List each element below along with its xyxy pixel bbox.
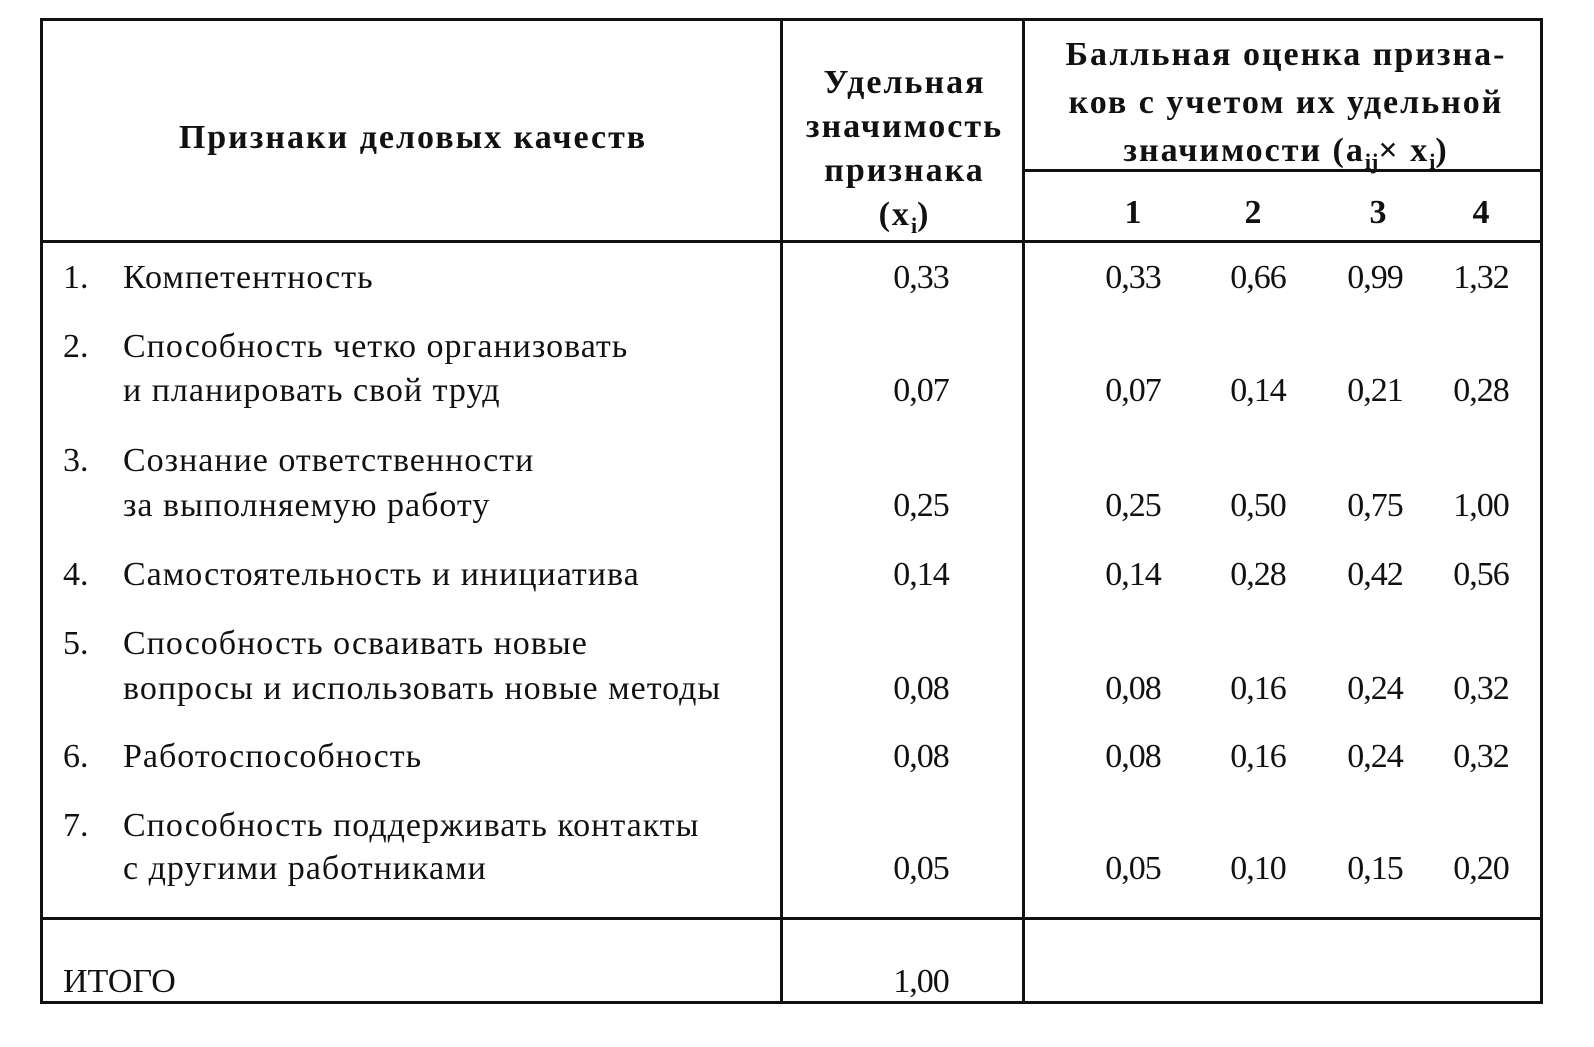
row-score: 0,25 <box>1105 487 1161 524</box>
header-score-line2: ков с учетом их удельной <box>1068 84 1504 121</box>
row-score: 0,20 <box>1453 850 1509 887</box>
row-label-continuation: за выполняемую работу <box>123 487 491 524</box>
level-3-header: 3 <box>1369 194 1387 231</box>
row-number: 4. <box>63 556 89 593</box>
header-score <box>1026 31 1546 186</box>
header-weight <box>783 61 1026 248</box>
header-score-line1: Балльная оценка призна- <box>1065 36 1507 73</box>
row-score: 0,14 <box>1105 556 1161 593</box>
row-score: 0,16 <box>1230 738 1286 775</box>
row-score: 0,66 <box>1230 259 1286 296</box>
business-qualities-table <box>40 18 1543 1004</box>
row-score: 0,15 <box>1347 850 1403 887</box>
row-label: Сознание ответственности <box>123 442 535 479</box>
row-score: 0,10 <box>1230 850 1286 887</box>
total-label: ИТОГО <box>63 963 176 1000</box>
row-number: 2. <box>63 328 89 365</box>
row-score: 0,28 <box>1230 556 1286 593</box>
level-4-header: 4 <box>1472 194 1490 231</box>
row-label: Компетентность <box>123 259 374 296</box>
row-score: 0,50 <box>1230 487 1286 524</box>
row-score: 0,08 <box>1105 738 1161 775</box>
row-score: 1,00 <box>1453 487 1509 524</box>
header-weight-line3: признака <box>824 152 985 189</box>
row-score: 0,21 <box>1347 372 1403 409</box>
total-divider <box>43 917 1540 920</box>
row-weight: 0,08 <box>893 670 949 707</box>
row-weight: 0,14 <box>893 556 949 593</box>
row-weight: 0,25 <box>893 487 949 524</box>
row-score: 0,99 <box>1347 259 1403 296</box>
row-label-continuation: и планировать свой труд <box>123 372 501 409</box>
row-number: 3. <box>63 442 89 479</box>
level-2-header: 2 <box>1244 194 1262 231</box>
header-weight-line1: Удельная <box>823 64 986 101</box>
row-score: 0,75 <box>1347 487 1403 524</box>
row-score: 0,08 <box>1105 670 1161 707</box>
row-label: Способность четко организовать <box>123 328 629 365</box>
row-number: 5. <box>63 625 89 662</box>
row-weight: 0,33 <box>893 259 949 296</box>
row-score: 0,07 <box>1105 372 1161 409</box>
row-label: Способность осваивать новые <box>123 625 588 662</box>
row-weight: 0,08 <box>893 738 949 775</box>
header-features: Признаки деловых качеств <box>178 119 648 156</box>
header-weight-line2: значимость <box>805 108 1004 145</box>
row-number: 7. <box>63 807 89 844</box>
row-weight: 0,05 <box>893 850 949 887</box>
row-label-continuation: вопросы и использовать новые методы <box>123 670 722 707</box>
row-score: 1,32 <box>1453 259 1509 296</box>
row-score: 0,24 <box>1347 670 1403 707</box>
header-score-line3: значимости $(a_{ij}\times x_i)$ <box>1123 132 1449 174</box>
row-weight: 0,07 <box>893 372 949 409</box>
header-weight-symbol: $(x_i)$ <box>878 196 931 238</box>
row-score: 0,05 <box>1105 850 1161 887</box>
row-score: 0,42 <box>1347 556 1403 593</box>
row-number: 6. <box>63 738 89 775</box>
level-1-header: 1 <box>1124 194 1142 231</box>
row-score: 0,14 <box>1230 372 1286 409</box>
row-label: Работоспособность <box>123 738 423 775</box>
row-label: Самостоятельность и инициатива <box>123 556 640 593</box>
row-score: 0,32 <box>1453 738 1509 775</box>
row-label: Способность поддерживать контакты <box>123 807 700 844</box>
row-score: 0,24 <box>1347 738 1403 775</box>
row-label-continuation: с другими работниками <box>123 850 487 887</box>
row-number: 1. <box>63 259 89 296</box>
total-weight: 1,00 <box>893 963 949 1000</box>
row-score: 0,32 <box>1453 670 1509 707</box>
row-score: 0,28 <box>1453 372 1509 409</box>
row-score: 0,16 <box>1230 670 1286 707</box>
row-score: 0,56 <box>1453 556 1509 593</box>
row-score: 0,33 <box>1105 259 1161 296</box>
